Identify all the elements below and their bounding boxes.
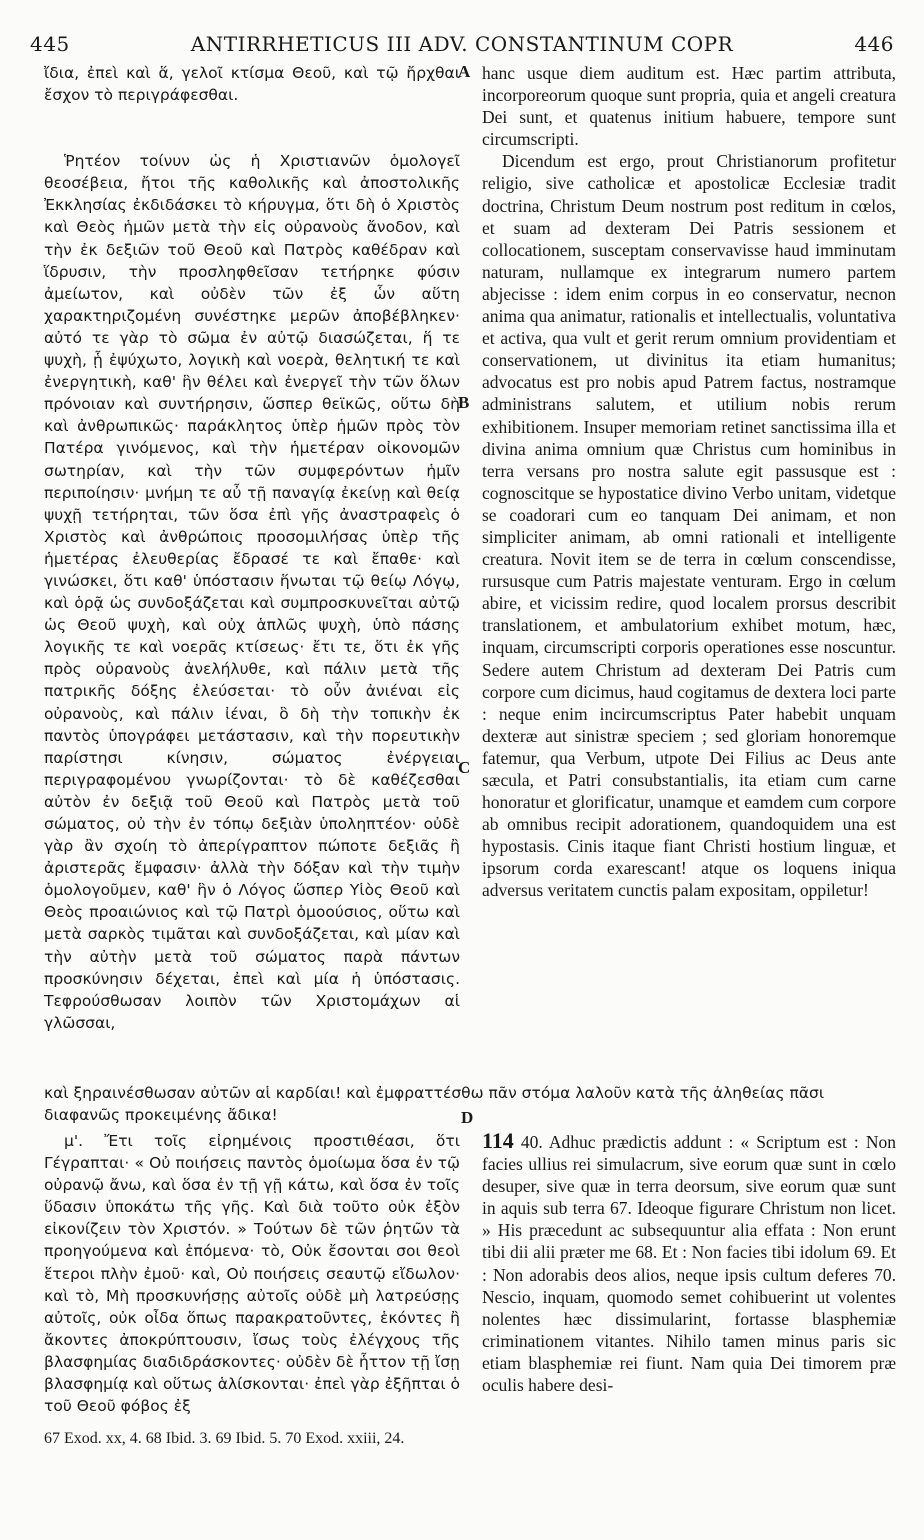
greek-spanning-line-2: διαφανῶς προκειμένης ἄδικα! xyxy=(44,1106,278,1124)
latin-paragraph-3-text: 40. Adhuc prædictis addunt : « Scriptum est : Non facies ullius rei simulacrum, sive eorum quæ sunt in cœlo desuper, sive quæ in terra deorsum, sive eorum quæ sunt in aquis sub terra 67. Ideoque figurare Christum non licet. » His præcedunt ac subsequuntur alia effata : Non erunt tibi dii alii præter me 68. Et : Non facies tibi idolum 69. Et : Non adorabis deos alios, neque ipsis cultum deferes 70. Nescio, inquam, quomodo semet cohibuerint ut volentes nolentes hæc dissimularint, fortasse blasphemiæ criminationem vitantes. Nihilo tamen minus paris sic etiam blasphemiæ rei fiunt. Nam quia Dei timorem præ oculis habere desi- xyxy=(482,1132,896,1396)
greek-spanning-line-1: καὶ ξηραινέσθωσαν αὐτῶν αἱ καρδίαι! καὶ ἐμφραττέσθω πᾶν στόμα λαλοῦν κατὰ τῆς ἀληθείας πᾶσι xyxy=(44,1084,825,1102)
margin-letter-a: A xyxy=(458,62,471,81)
greek-column xyxy=(44,62,460,1034)
latin-paragraph-2: Dicendum est ergo, prout Christianorum profitetur religio, sive catholicæ et apostolicæ Ecclesiæ tradit doctrina, Christum Deum nostrum post reditum in cœlos, et suam ad dexteram Dei Patris sessionem et collocationem, susceptam conservavisse haud imminutam naturam, nullamque ex integrarum numero partem abjecisse : idem enim corpus in eo conservatur, necnon anima qua animatur, rationalis et intellectualis, voluntativa et activa, qua vult et gerit rerum omnium providentiam et conservationem, ut divinitus ita etiam humanitus; advocatus est pro nobis apud Patrem factus, nostramque administrans salutem, et utilium nobis rerum exhibitionem. Insuper memoriam retinet sanctissima illa et divina anima omnium quæ Christus cum hominibus in terra versans pro nostra salute egit passusque est : cognoscitque se hypostatice divino Verbo unitam, videtque se coadorari cum eo tanquam Dei animam, et non simpliciter animam, ab omni rationali et intelligente creatura. Novit item se de terra in cœlum conscendisse, rursusque cum Patris majestate venturam. Ergo in cœlum abire, et vicissim redire, quod localem prorsus describit translationem, et ambulatorium exhibet motum, hæc, inquam, circumscripti corporis operationes esse noscuntur. Sedere autem Christum ad dexteram Dei Patris cum corpore cum dicimus, haud cogitamus de dextera loci parte : neque enim incircumscriptus Pater habebit unquam dexteræ aut sinistræ speciem ; sed gloriam honoremque fatemur, qua Verbum, utpote Dei Filius ac Deus ante sæcula, et Patri consubstantialis, ita etiam cum carne honoratur et glorificatur, unamque et eamdem cum corpore ab omnibus recipit adorationem, quandoquidem una est hypostasis. Cinis itaque fiant Christi hostium linguæ, et ipsorum corda exarescant! atque os loquens iniqua adversus veritatem cunctis palam expositam, oppiletur! xyxy=(482,151,896,901)
greek-paragraph-1: ἴδια, ἐπεὶ καὶ ἅ, γελοῖ κτίσμα Θεοῦ, καὶ τῷ ἤρχθαι ἔσχον τὸ περιγράφεσθαι. xyxy=(44,64,460,105)
greek-paragraph-3: μ'. Ἔτι τοῖς εἰρημένοις προστιθέασι, ὅτι Γέγραπται· « Οὐ ποιήσεις παντὸς ὁμοίωμα ὅσα ἐν τῷ οὐρανῷ ἄνω, καὶ ὅσα ἐν τῇ γῇ κάτω, καὶ ὅσα ἐν τοῖς ὕδασιν ὑποκάτω τῆς γῆς. Καὶ διὰ τοῦτο οὐκ ἐξὸν εἰκονίζειν τὸν Χριστόν. » Τούτων δὲ τῶν ῥητῶν τὰ προηγούμενα καὶ ἑπόμενα· τὸ, Οὐκ ἔσονται σοι θεοὶ ἕτεροι πλὴν ἐμοῦ· καὶ, Οὐ ποιήσεις σεαυτῷ εἴδωλον· καὶ τὸ, Μὴ προσκυνήσῃς αὐτοῖς οὐδὲ μὴ λατρεύσῃς αὐτοῖς, οὐκ οἶδα ὅπως παρακρατοῦντες, ἑκόντες ἢ ἄκοντες ἀποκρύπτουσιν, ἴσως τοὺς ἐλέγχους τῆς βλασφημίας διαδιδράσκοντες· οὐδὲν δὲ ἧττον τῇ ἴσῃ βλασφημίᾳ καὶ οὕτως ἁλίσκονται· ἐπεὶ γὰρ ἐξῆπται ὁ τοῦ Θεοῦ φόβος ἐξ xyxy=(44,1132,460,1416)
margin-letter-c: C xyxy=(458,758,471,777)
margin-letter-b: B xyxy=(458,393,470,412)
greek-column-section-40 xyxy=(44,1130,460,1417)
latin-column xyxy=(482,62,896,902)
latin-paragraph-3 xyxy=(482,1130,896,1396)
latin-paragraph-1: hanc usque diem auditum est. Hæc partim attributa, incorporeorum quoque sunt propria, quia et angeli creatura Dei sunt, et quatenus initium habuere, tempore sunt circumscripti. xyxy=(482,63,896,150)
page-number-right: 446 xyxy=(854,32,894,56)
page-header xyxy=(30,32,894,62)
latin-column-section-40 xyxy=(482,1130,896,1396)
column-number: 114 xyxy=(482,1128,514,1153)
page-number-left: 445 xyxy=(30,32,70,56)
footnotes: 67 Exod. xx, 4. 68 Ibid. 3. 69 Ibid. 5. 70 Exod. xxiii, 24. xyxy=(44,1430,405,1447)
greek-paragraph-2: Ῥητέον τοίνυν ὡς ἡ Χριστιανῶν ὁμολογεῖ θεοσέβεια, ἤτοι τῆς καθολικῆς καὶ ἀποστολικῆς Ἐκκλησίας ἐκδιδάσκει τὸ κήρυγμα, ὅτι δὴ ὁ Χριστὸς καὶ Θεὸς ἡμῶν μετὰ τὴν εἰς οὐρανοὺς ἄνοδον, καὶ τὴν ἐκ δεξιῶν τοῦ Θεοῦ καὶ Πατρὸς καθέδραν καὶ ἵδρυσιν, τὴν προσληφθεῖσαν τετήρηκε φύσιν ἀμείωτον, καὶ οὐδὲν τῶν ἐξ ὧν αὕτη χαρακτηριζομένη συνέστηκε μερῶν ἀποβέβληκεν· αὐτό τε γὰρ τὸ σῶμα ἐν αὐτῷ διασώζεται, ἥ τε ψυχὴ, ᾗ ἐψύχωτο, λογικὴ καὶ νοερὰ, θελητική τε καὶ ἐνεργητικὴ, καθ' ἣν θέλει καὶ ἐνεργεῖ τὴν τῶν ὅλων πρόνοιαν καὶ συντήρησιν, ὥσπερ θεϊκῶς, οὕτω δὴ καὶ ἀνθρωπικῶς· παράκλητος ὑπὲρ ἡμῶν πρὸς τὸν Πατέρα γινόμενος, καὶ τὴν ἡμετέραν οἰκονομῶν σωτηρίαν, καὶ τὴν τῶν συμφερόντων ἡμῖν περιποίησιν· μνήμη τε αὖ τῇ παναγίᾳ ἐκείνῃ καὶ θείᾳ ψυχῇ τετήρηται, τῶν ὅσα ἐπὶ γῆς ἀναστραφεὶς ὁ Χριστὸς καὶ ἀνθρώποις προσομιλήσας ὑπὲρ τῆς ἡμετέρας ἐλευθερίας ἔδρασέ τε καὶ ἔπαθε· καὶ γινώσκει, ὅτι καθ' ὑπόστασιν ἥνωται τῷ θείῳ Λόγῳ, καὶ ὁρᾷ ὡς συνδοξάζεται καὶ συμπροσκυνεῖται αὐτῷ ὡς Θεοῦ ψυχὴ, καὶ οὐχ ἁπλῶς ψυχὴ, ὑπὸ πάσης λογικῆς τε καὶ νοερᾶς κτίσεως· ἔτι τε, ὅτι ἐκ γῆς πρὸς οὐρανοὺς ἀνελήλυθε, καὶ πάλιν μετὰ τῆς πατρικῆς δόξης ἐλεύσεται· τὸ οὖν ἀνιέναι εἰς οὐρανοὺς, καὶ πάλιν ἰέναι, ὃ δὴ τὴν τοπικὴν ἐκ παντὸς ὑπογράφει μετάστασιν, καὶ τὴν πορευτικὴν παρίστησι κίνησιν, σώματος ἐνέργειαι περιγραφομένου γνωρίζονται· τὸ δὲ καθέζεσθαι αὐτὸν ἐν δεξιᾷ τοῦ Θεοῦ καὶ Πατρὸς μετὰ τοῦ σώματος, οὐ τὴν ἐν τόπῳ δεξιὰν ὑποληπτέον· οὐδὲ γὰρ ἂν σχοίη τὸ ἀπερίγραπτον πώποτε δεξιᾶς ἢ ἀριστερᾶς ἔμφασιν· ἀλλὰ τὴν δόξαν καὶ τὴν τιμὴν ὁμολογοῦμεν, καθ' ἣν ὁ Λόγος ὥσπερ Υἱὸς Θεοῦ καὶ Θεὸς προαιώνιος καὶ τῷ Πατρὶ ὁμοούσιος, οὕτω καὶ μετὰ σαρκὸς τιμᾶται καὶ συνδοξάζεται, καὶ μίαν καὶ τὴν αὐτὴν μετὰ τοῦ σώματος παρὰ πάντων προσκύνησιν δέχεται, ἐπεὶ καὶ μία ἡ ὑπόστασις. Τεφρούσθωσαν λοιπὸν τῶν Χριστομάχων αἱ γλῶσσαι, xyxy=(44,152,460,1032)
margin-letter-d: D xyxy=(461,1108,474,1127)
running-title: ANTIRRHETICUS III ADV. CONSTANTINUM COPR xyxy=(190,32,734,56)
